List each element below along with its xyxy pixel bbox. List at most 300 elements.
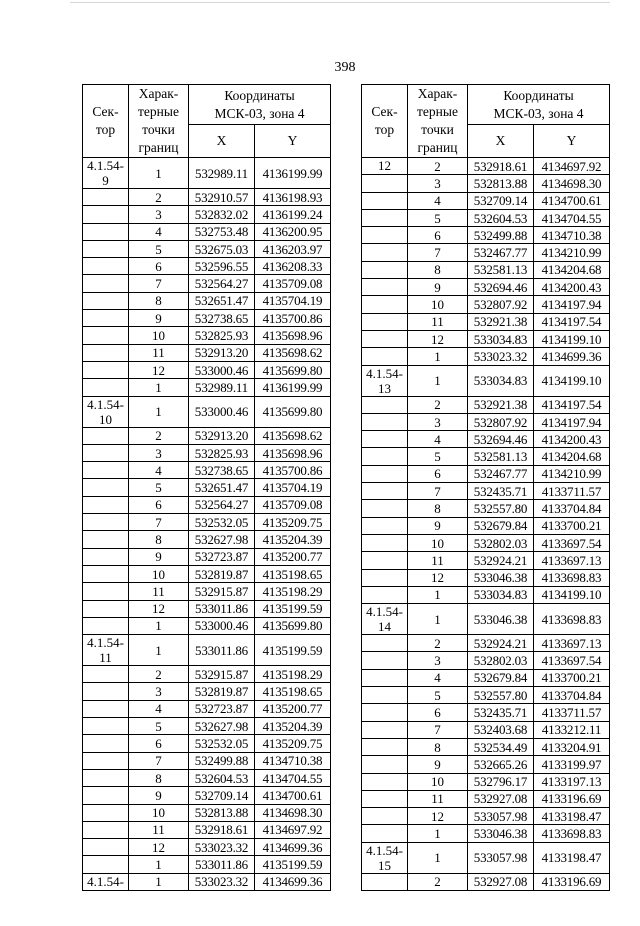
table-row xyxy=(83,396,331,427)
x-coordinate: 532564.27 xyxy=(189,496,255,513)
table-row xyxy=(83,683,331,700)
sector-cell xyxy=(83,206,129,223)
header-x: X xyxy=(189,125,255,158)
x-coordinate: 532813.88 xyxy=(468,175,534,192)
y-coordinate: 4135698.62 xyxy=(255,427,331,444)
table-row xyxy=(83,189,331,206)
point-number: 10 xyxy=(129,804,189,821)
y-coordinate: 4133197.13 xyxy=(534,773,610,790)
y-coordinate: 4135698.96 xyxy=(255,444,331,461)
sector-cell xyxy=(362,873,408,890)
x-coordinate: 532927.08 xyxy=(468,790,534,807)
x-coordinate: 533000.46 xyxy=(189,361,255,378)
table-row xyxy=(83,292,331,309)
sector-cell xyxy=(83,361,129,378)
sector-cell xyxy=(362,209,408,226)
header-points: Харак- терные точки границ xyxy=(408,85,468,158)
point-number: 10 xyxy=(129,565,189,582)
point-number: 2 xyxy=(129,427,189,444)
table-row xyxy=(83,310,331,327)
x-coordinate: 532832.02 xyxy=(189,206,255,223)
sector-cell xyxy=(362,296,408,313)
x-coordinate: 532651.47 xyxy=(189,479,255,496)
header-coords: Координаты МСК-03, зона 4 xyxy=(468,85,610,125)
y-coordinate: 4134197.54 xyxy=(534,396,610,413)
table-row xyxy=(362,808,610,825)
point-number: 4 xyxy=(129,462,189,479)
x-coordinate: 533023.32 xyxy=(189,873,255,890)
point-number: 2 xyxy=(408,158,468,175)
sector-cell xyxy=(362,687,408,704)
point-number: 5 xyxy=(129,240,189,257)
sector-cell xyxy=(362,431,408,448)
table-row xyxy=(362,704,610,721)
sector-cell xyxy=(83,275,129,292)
x-coordinate: 533046.38 xyxy=(468,569,534,586)
y-coordinate: 4133697.54 xyxy=(534,652,610,669)
table-row xyxy=(83,583,331,600)
y-coordinate: 4136200.95 xyxy=(255,223,331,240)
y-coordinate: 4134699.36 xyxy=(534,348,610,365)
x-coordinate: 533046.38 xyxy=(468,825,534,842)
sector-cell xyxy=(83,379,129,396)
sector-cell xyxy=(83,735,129,752)
y-coordinate: 4133704.84 xyxy=(534,500,610,517)
y-coordinate: 4136199.24 xyxy=(255,206,331,223)
point-number: 9 xyxy=(408,279,468,296)
table-row xyxy=(83,496,331,513)
x-coordinate: 532819.87 xyxy=(189,565,255,582)
sector-cell xyxy=(362,669,408,686)
y-coordinate: 4133196.69 xyxy=(534,790,610,807)
y-coordinate: 4134210.99 xyxy=(534,244,610,261)
point-number: 10 xyxy=(408,534,468,551)
table-row xyxy=(83,514,331,531)
table-row xyxy=(83,479,331,496)
x-coordinate: 532825.93 xyxy=(189,444,255,461)
y-coordinate: 4136198.93 xyxy=(255,189,331,206)
sector-cell xyxy=(362,330,408,347)
x-coordinate: 533046.38 xyxy=(468,604,534,635)
x-coordinate: 532557.80 xyxy=(468,687,534,704)
sector-cell xyxy=(362,790,408,807)
point-number: 11 xyxy=(129,344,189,361)
point-number: 11 xyxy=(408,313,468,330)
table-row xyxy=(362,431,610,448)
table-row xyxy=(83,344,331,361)
sector-cell xyxy=(362,396,408,413)
sector-cell xyxy=(83,804,129,821)
x-coordinate: 532910.57 xyxy=(189,189,255,206)
x-coordinate: 533000.46 xyxy=(189,396,255,427)
point-number: 12 xyxy=(129,839,189,856)
point-number: 6 xyxy=(129,735,189,752)
point-number: 11 xyxy=(408,552,468,569)
y-coordinate: 4135200.77 xyxy=(255,700,331,717)
sector-cell xyxy=(83,258,129,275)
sector-cell xyxy=(362,552,408,569)
point-number: 6 xyxy=(408,227,468,244)
sector-cell xyxy=(362,569,408,586)
x-coordinate: 532627.98 xyxy=(189,718,255,735)
table-row xyxy=(362,158,610,175)
y-coordinate: 4134697.92 xyxy=(534,158,610,175)
point-number: 12 xyxy=(129,600,189,617)
sector-cell xyxy=(83,583,129,600)
coordinates-table-left xyxy=(82,84,331,891)
x-coordinate: 533023.32 xyxy=(189,839,255,856)
x-coordinate: 532723.87 xyxy=(189,548,255,565)
point-number: 12 xyxy=(408,569,468,586)
point-number: 5 xyxy=(408,209,468,226)
table-row xyxy=(362,738,610,755)
x-coordinate: 532807.92 xyxy=(468,413,534,430)
point-number: 4 xyxy=(129,700,189,717)
x-coordinate: 532532.05 xyxy=(189,735,255,752)
table-row xyxy=(83,327,331,344)
table-row xyxy=(362,465,610,482)
point-number: 8 xyxy=(408,500,468,517)
sector-cell xyxy=(83,683,129,700)
x-coordinate: 532532.05 xyxy=(189,514,255,531)
point-number: 3 xyxy=(408,652,468,669)
x-coordinate: 532738.65 xyxy=(189,462,255,479)
y-coordinate: 4135700.86 xyxy=(255,462,331,479)
x-coordinate: 532675.03 xyxy=(189,240,255,257)
sector-cell: 4.1.54- 9 xyxy=(83,158,129,189)
point-number: 1 xyxy=(129,396,189,427)
point-number: 2 xyxy=(129,666,189,683)
table-row xyxy=(362,313,610,330)
point-number: 1 xyxy=(408,586,468,603)
table-row xyxy=(83,769,331,786)
y-coordinate: 4135209.75 xyxy=(255,514,331,531)
y-coordinate: 4134704.55 xyxy=(534,209,610,226)
sector-cell xyxy=(362,721,408,738)
table-row xyxy=(362,448,610,465)
x-coordinate: 532581.13 xyxy=(468,261,534,278)
x-coordinate: 532596.55 xyxy=(189,258,255,275)
table-row xyxy=(362,192,610,209)
point-number: 8 xyxy=(408,738,468,755)
point-number: 1 xyxy=(129,856,189,873)
sector-cell: 4.1.54- xyxy=(83,873,129,890)
x-coordinate: 532627.98 xyxy=(189,531,255,548)
x-coordinate: 532679.84 xyxy=(468,669,534,686)
point-number: 6 xyxy=(129,258,189,275)
point-number: 5 xyxy=(129,718,189,735)
table-row xyxy=(83,427,331,444)
point-number: 4 xyxy=(408,431,468,448)
sector-cell: 12 xyxy=(362,158,408,175)
x-coordinate: 532913.20 xyxy=(189,344,255,361)
sector-cell xyxy=(83,856,129,873)
point-number: 10 xyxy=(408,296,468,313)
point-number: 4 xyxy=(408,192,468,209)
table-row xyxy=(83,158,331,189)
x-coordinate: 532564.27 xyxy=(189,275,255,292)
sector-cell xyxy=(83,310,129,327)
x-coordinate: 532467.77 xyxy=(468,244,534,261)
sector-cell xyxy=(83,718,129,735)
sector-cell xyxy=(362,534,408,551)
table-row xyxy=(362,842,610,873)
x-coordinate: 533011.86 xyxy=(189,635,255,666)
point-number: 2 xyxy=(408,635,468,652)
x-coordinate: 532819.87 xyxy=(189,683,255,700)
table-row xyxy=(362,296,610,313)
sector-cell xyxy=(362,635,408,652)
x-coordinate: 532403.68 xyxy=(468,721,534,738)
table-row xyxy=(83,565,331,582)
sector-cell xyxy=(362,704,408,721)
table-row xyxy=(83,787,331,804)
x-coordinate: 532807.92 xyxy=(468,296,534,313)
point-number: 12 xyxy=(129,361,189,378)
y-coordinate: 4136199.99 xyxy=(255,158,331,189)
table-row xyxy=(83,839,331,856)
y-coordinate: 4133711.57 xyxy=(534,704,610,721)
y-coordinate: 4133700.21 xyxy=(534,669,610,686)
point-number: 2 xyxy=(129,189,189,206)
point-number: 3 xyxy=(408,413,468,430)
table-row xyxy=(362,261,610,278)
sector-cell xyxy=(362,808,408,825)
x-coordinate: 532918.61 xyxy=(189,821,255,838)
y-coordinate: 4133698.83 xyxy=(534,569,610,586)
y-coordinate: 4135198.65 xyxy=(255,565,331,582)
point-number: 1 xyxy=(408,825,468,842)
sector-cell xyxy=(362,261,408,278)
x-coordinate: 532796.17 xyxy=(468,773,534,790)
y-coordinate: 4134197.94 xyxy=(534,413,610,430)
table-row xyxy=(362,396,610,413)
sector-cell: 4.1.54- 11 xyxy=(83,635,129,666)
y-coordinate: 4135704.19 xyxy=(255,479,331,496)
y-coordinate: 4134199.10 xyxy=(534,330,610,347)
point-number: 5 xyxy=(129,479,189,496)
header-sector: Сек- тор xyxy=(83,85,129,158)
sector-cell xyxy=(362,652,408,669)
point-number: 12 xyxy=(408,808,468,825)
y-coordinate: 4135700.86 xyxy=(255,310,331,327)
x-coordinate: 532435.71 xyxy=(468,483,534,500)
point-number: 11 xyxy=(408,790,468,807)
y-coordinate: 4133196.69 xyxy=(534,873,610,890)
point-number: 6 xyxy=(129,496,189,513)
y-coordinate: 4134698.30 xyxy=(255,804,331,821)
table-row xyxy=(83,666,331,683)
table-row xyxy=(83,600,331,617)
y-coordinate: 4134700.61 xyxy=(255,787,331,804)
sector-cell: 4.1.54- 10 xyxy=(83,396,129,427)
table-row xyxy=(362,209,610,226)
x-coordinate: 532921.38 xyxy=(468,396,534,413)
point-number: 3 xyxy=(129,444,189,461)
y-coordinate: 4134704.55 xyxy=(255,769,331,786)
y-coordinate: 4134204.68 xyxy=(534,448,610,465)
sector-cell xyxy=(83,531,129,548)
y-coordinate: 4134200.43 xyxy=(534,431,610,448)
y-coordinate: 4135698.62 xyxy=(255,344,331,361)
header-points: Харак- терные точки границ xyxy=(129,85,189,158)
sector-cell xyxy=(83,462,129,479)
point-number: 1 xyxy=(408,604,468,635)
sector-cell xyxy=(83,327,129,344)
table-row xyxy=(362,586,610,603)
y-coordinate: 4134199.10 xyxy=(534,365,610,396)
point-number: 3 xyxy=(129,683,189,700)
table-row xyxy=(83,240,331,257)
point-number: 11 xyxy=(129,821,189,838)
page-number: 398 xyxy=(334,60,356,75)
x-coordinate: 532694.46 xyxy=(468,431,534,448)
x-coordinate: 532918.61 xyxy=(468,158,534,175)
table-row xyxy=(83,700,331,717)
table-row xyxy=(362,483,610,500)
x-coordinate: 532915.87 xyxy=(189,583,255,600)
sector-cell xyxy=(362,244,408,261)
x-coordinate: 533057.98 xyxy=(468,842,534,873)
y-coordinate: 4133711.57 xyxy=(534,483,610,500)
point-number: 7 xyxy=(408,721,468,738)
point-number: 12 xyxy=(408,330,468,347)
table-row xyxy=(362,721,610,738)
table-row xyxy=(83,752,331,769)
sector-cell xyxy=(362,348,408,365)
y-coordinate: 4135699.80 xyxy=(255,396,331,427)
x-coordinate: 532738.65 xyxy=(189,310,255,327)
sector-cell xyxy=(83,548,129,565)
sector-cell xyxy=(362,483,408,500)
y-coordinate: 4133199.97 xyxy=(534,756,610,773)
table-row xyxy=(83,718,331,735)
x-coordinate: 533000.46 xyxy=(189,617,255,634)
point-number: 1 xyxy=(408,842,468,873)
y-coordinate: 4135199.59 xyxy=(255,600,331,617)
y-coordinate: 4135699.80 xyxy=(255,361,331,378)
sector-cell: 4.1.54- 15 xyxy=(362,842,408,873)
point-number: 5 xyxy=(408,448,468,465)
sector-cell xyxy=(83,223,129,240)
point-number: 1 xyxy=(129,635,189,666)
point-number: 9 xyxy=(408,756,468,773)
point-number: 9 xyxy=(408,517,468,534)
table-row xyxy=(362,227,610,244)
table-row xyxy=(83,361,331,378)
point-number: 7 xyxy=(129,514,189,531)
y-coordinate: 4134697.92 xyxy=(255,821,331,838)
table-row xyxy=(83,223,331,240)
y-coordinate: 4135709.08 xyxy=(255,275,331,292)
header-x: X xyxy=(468,125,534,158)
table-row xyxy=(83,258,331,275)
y-coordinate: 4135209.75 xyxy=(255,735,331,752)
y-coordinate: 4133698.83 xyxy=(534,825,610,842)
sector-cell xyxy=(83,821,129,838)
x-coordinate: 532499.88 xyxy=(468,227,534,244)
x-coordinate: 533023.32 xyxy=(468,348,534,365)
x-coordinate: 532435.71 xyxy=(468,704,534,721)
point-number: 7 xyxy=(129,752,189,769)
table-row xyxy=(362,552,610,569)
y-coordinate: 4133697.54 xyxy=(534,534,610,551)
sector-cell xyxy=(83,344,129,361)
y-coordinate: 4136199.99 xyxy=(255,379,331,396)
x-coordinate: 532927.08 xyxy=(468,873,534,890)
y-coordinate: 4134199.10 xyxy=(534,586,610,603)
y-coordinate: 4135704.19 xyxy=(255,292,331,309)
point-number: 9 xyxy=(129,310,189,327)
y-coordinate: 4134200.43 xyxy=(534,279,610,296)
x-coordinate: 532825.93 xyxy=(189,327,255,344)
sector-cell xyxy=(362,586,408,603)
table-row xyxy=(362,687,610,704)
table-row xyxy=(362,175,610,192)
point-number: 1 xyxy=(408,348,468,365)
table-row xyxy=(83,548,331,565)
sector-cell xyxy=(83,700,129,717)
x-coordinate: 532467.77 xyxy=(468,465,534,482)
y-coordinate: 4135698.96 xyxy=(255,327,331,344)
table-row xyxy=(362,790,610,807)
y-coordinate: 4135199.59 xyxy=(255,635,331,666)
point-number: 7 xyxy=(129,275,189,292)
x-coordinate: 532709.14 xyxy=(189,787,255,804)
x-coordinate: 532581.13 xyxy=(468,448,534,465)
y-coordinate: 4133704.84 xyxy=(534,687,610,704)
sector-cell xyxy=(83,839,129,856)
y-coordinate: 4134710.38 xyxy=(534,227,610,244)
x-coordinate: 532921.38 xyxy=(468,313,534,330)
header-sector: Сек- тор xyxy=(362,85,408,158)
table-row xyxy=(83,873,331,890)
sector-cell xyxy=(83,600,129,617)
point-number: 11 xyxy=(129,583,189,600)
point-number: 9 xyxy=(129,787,189,804)
point-number: 4 xyxy=(129,223,189,240)
point-number: 8 xyxy=(129,292,189,309)
x-coordinate: 533034.83 xyxy=(468,586,534,603)
y-coordinate: 4134197.94 xyxy=(534,296,610,313)
table-row xyxy=(362,825,610,842)
x-coordinate: 532665.26 xyxy=(468,756,534,773)
table-row xyxy=(362,348,610,365)
sector-cell xyxy=(83,666,129,683)
x-coordinate: 532679.84 xyxy=(468,517,534,534)
point-number: 2 xyxy=(408,873,468,890)
x-coordinate: 533034.83 xyxy=(468,365,534,396)
table-row xyxy=(362,756,610,773)
x-coordinate: 532604.53 xyxy=(189,769,255,786)
table-row xyxy=(83,462,331,479)
x-coordinate: 532924.21 xyxy=(468,552,534,569)
table-row xyxy=(83,206,331,223)
y-coordinate: 4134204.68 xyxy=(534,261,610,278)
x-coordinate: 532709.14 xyxy=(468,192,534,209)
point-number: 3 xyxy=(408,175,468,192)
x-coordinate: 532557.80 xyxy=(468,500,534,517)
x-coordinate: 532604.53 xyxy=(468,209,534,226)
y-coordinate: 4134699.36 xyxy=(255,873,331,890)
y-coordinate: 4134210.99 xyxy=(534,465,610,482)
y-coordinate: 4134197.54 xyxy=(534,313,610,330)
y-coordinate: 4134698.30 xyxy=(534,175,610,192)
x-coordinate: 532813.88 xyxy=(189,804,255,821)
sector-cell xyxy=(362,738,408,755)
table-row xyxy=(362,873,610,890)
table-row xyxy=(362,413,610,430)
